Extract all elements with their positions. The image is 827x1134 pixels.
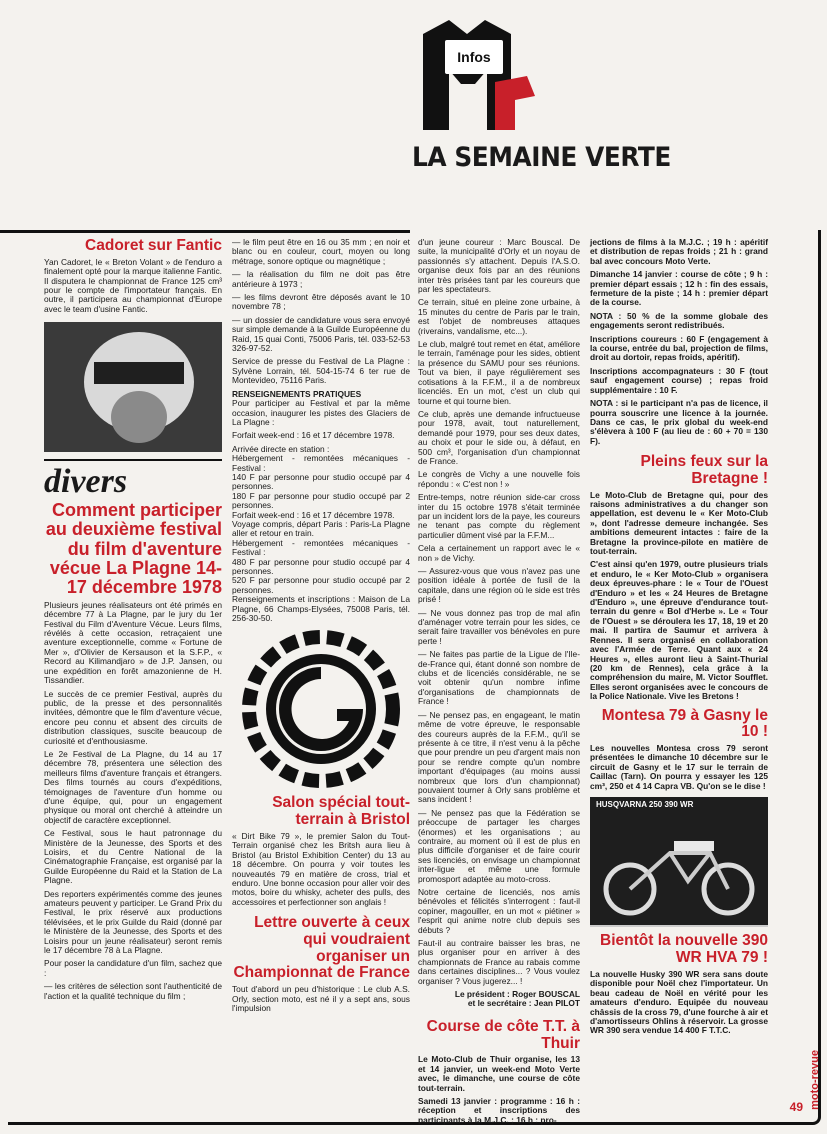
festival-p2: Le succès de ce premier Festival, auprès du public, de la presse et des personnalités invitées, démontre que le film d'aventure vécue, encore peu connu et absent des circuits de distribution classiques, suscite beaucoup de curiosité et d'enthousiasme.	[44, 688, 222, 746]
festival-c2-p2: — la réalisation du film ne doit pas être antérieure à 1973 ;	[232, 269, 410, 289]
festival-c2-p17: 520 F par personne pour studio occupé par 2 personnes.	[232, 575, 410, 595]
headline-cote: Course de côte T.T. à Thuir	[426, 1017, 580, 1052]
lettre-p1: d'un jeune coureur : Marc Bouscal. De suite, la municipalité d'Orly et un noyau de passionnés s'y attachent. Depuis l'A.S.O. organise deux fois par an des réunions inter très prisées tant par les coureurs que par les spectateurs.	[418, 237, 580, 295]
lettre-p12: — Ne pensez pas que la Fédération se préoccupe de partager les charges (énormes) et les organisations ; au contraire, au moment où il est de plus en plus difficile d'organiser et de faire courir ses licenciés, on envisage un championnat inter-ligue et même une formule promosport adaptée au moto-cross.	[418, 807, 580, 884]
headline-pleins-feux: Pleins feux sur la Bretagne !	[640, 453, 768, 487]
cote-c4-p3: NOTA : 50 % de la somme globale des engagements seront redistribués.	[590, 310, 768, 331]
lettre-p2: Ce terrain, situé en pleine zone urbaine, à 15 minutes du centre de Paris par le train, est l'objet de nombreuses attaques (riverains, vandalisme, etc...).	[418, 297, 580, 336]
cote-c4-p5: Inscriptions accompagnateurs : 30 F (tout sauf engagement course) ; repas froid supplémentaire : 10 F.	[590, 365, 768, 395]
column-1	[44, 238, 222, 1005]
pleins-p2: C'est ainsi qu'en 1979, outre plusieurs trials et enduro, le « Ker Moto-Club » organisera deux épreuves-phare : le « Tour de l'Ouest d'Enduro » et les « 24 Heures de Bretagne d'Enduro », une épreuve d'endurance tout-terrain du genre « Bol d'Herbe ». Le « Tour de l'Ouest » se déroulera les 17, 18, 19 et 20 mai. Il partira de Saumur et arrivera à Rennes. Il sera organisé en collaboration avec l'Armée de Terre. Quant aux « 24 Heures », elles auront lieu à Saint-Thurial (20 km de Rennes), cela grâce à la compréhension du maire, M. Victor Soufflet. Elles seront organisées avec le concours de la Police Nationale. Vive les Bretons !	[590, 559, 768, 702]
rider-photo	[44, 322, 222, 452]
headline-salon: Salon spécial tout-terrain à Bristol	[272, 794, 410, 829]
festival-c2-p12: 180 F par personne pour studio occupé par 2 personnes.	[232, 490, 410, 511]
festival-c2-p11: 140 F par personne pour studio occupé par 4 personnes.	[232, 471, 410, 492]
lettre-text: Tout d'abord un peu d'historique : Le club A.S. Orly, section moto, est né il y a sept ans, sous l'impulsion	[232, 984, 410, 1013]
montesa-text: Les nouvelles Montesa cross 79 seront présentées le dimanche 10 décembre sur le circuit de Gasny et le 17 sur le terrain de Caillac (Tarn). On pourra y essayer les 125 cm³, 250 et 4 14 Capra VB. Qu'on se le dise !	[590, 743, 768, 791]
film-reel-gear-graphic	[241, 629, 401, 789]
festival-c2-p1: — le film peut être en 16 ou 35 mm ; en noir et blanc ou en couleur, court, moyen ou long métrage, sonore optique ou magnétique ;	[232, 237, 410, 266]
lettre-p14: Faut-il au contraire baisser les bras, ne plus organiser pour en arriver à des championnats de France au rabais comme dans certaines disciplines... ? Vous voulez organiser ? Vous jugerez... !	[418, 938, 580, 986]
magazine-name: moto-revue	[809, 1050, 821, 1110]
festival-p4: Ce Festival, sous le haut patronnage du Ministère de la Jeunesse, des Sports et des Loisirs, et du Centre National de la Cinématographie Française, est organisé par la Guilde Européenne du Raid et la Station de La Plagne.	[44, 828, 222, 886]
lettre-p11: — Ne pensez pas, en engageant, le matin même de votre épreuve, le responsable des coureurs auprès de la F.F.M., qu'il se présente à ce titre, il n'est venu à la pêche que pour prendre un peu d'argent mais non pour se rendre compte qu'un nombre important d'équipages (au moins aussi nombreux que lors d'un championnat) pouvaient tourner à Orly sans problème et sans incident !	[418, 709, 580, 805]
lettre-p6: Entre-temps, notre réunion side-car cross inter du 15 octobre 1978 s'était terminée par un incident lors de la paye, les coureurs ne tenant pas compte du règlement particulier dûment visé par la F.F.M...	[418, 492, 581, 540]
signature-secretaire: et le secrétaire : Jean PILOT	[467, 998, 580, 1009]
lettre-p13: Notre certaine de licenciés, nos amis bénévoles et félicités s'interrogent : faut-il copiner, magouiller, en un mot « piétiner » l'esprit qui anime notre club depuis ses débuts ?	[418, 887, 580, 935]
festival-p3: Le 2e Festival de La Plagne, du 14 au 17 décembre 78, présentera une sélection des meilleurs films d'aventure français et étrangers. Des films tournés au cours d'expéditions, témoignages de l'aventure d'un homme ou d'une équipe, qui, pour un engagement physique ou moral ont cherché à atteindre un objectif de caractère exceptionnel.	[44, 748, 222, 825]
festival-c2-p8: Forfait week-end : 16 et 17 décembre 1978.	[232, 430, 395, 441]
headline-festival: Comment participer au deuxième festival du film d'aventure vécue La Plagne 14-17 décembre 1978	[45, 499, 222, 598]
motorcycle-photo	[590, 797, 768, 927]
festival-c2-p5: Service de presse du Festival de La Plagne : Sylvène Lorrain, tél. 504-15-74 6 ter rue de Montevideo, 75116 Paris.	[232, 356, 410, 386]
festival-c2-p4: — un dossier de candidature vous sera envoyé sur simple demande à la Guilde Européenne du Raid, 15 quai Conti, 75006 Paris, tél. 033-52-53 326-97-52.	[232, 314, 410, 354]
headline-husky: Bientôt la nouvelle 390 WR HVA 79 !	[600, 932, 768, 967]
cote-text: Le Moto-Club de Thuir organise, les 13 et 14 janvier, un week-end Moto Verte avec, le dimanche, une course de côte tout-terrain.	[418, 1054, 580, 1093]
column-2	[232, 238, 410, 1017]
mr-logo	[415, 12, 543, 140]
husky-text: La nouvelle Husky 390 WR sera sans doute disponible pour Noël chez l'importateur. Un beau cadeau de Noël en vérité pour les amateurs d'enduro. Equipée du nouveau châssis de la cross 79, d'une fourche à air et d'amortisseurs Ohlins à réservoir. La grosse WR 390 sera vendue 14 400 F T.T.C.	[590, 968, 768, 1036]
cote-c4-p2: Dimanche 14 janvier : course de côte ; 9 h : premier départ essais ; 12 h : fin des essais, fermeture de la piste ; 14 h : premier départ de la course.	[590, 269, 768, 308]
photo-caption: HUSQVARNA 250 390 WR	[596, 800, 694, 810]
salon-text: « Dirt Bike 79 », le premier Salon du Tout-Terrain organisé chez les Britsh aura lieu à Bristol (au Bristol Exhibition Center) du 13 au 18 décembre. On pourra y voir toutes les nouveautés 79 en matière de cross, trial et enduro. Une bonne occasion pour aller voir des motos, boire du whisky, acheter des pulls, des accessoires et perfectionner son anglais !	[232, 830, 410, 907]
festival-p5: Des reporters expérimentés comme des jeunes amateurs peuvent y participer. Le Grand Prix du Festival, le prix réservé aux productions télévisées, et le prix Guilde du Raid (donné par le Ministère de la Jeunesse, des Sports et des Loisirs pour un jeune réalisateur) seront remis le 17 décembre 78 à La Plagne.	[44, 888, 222, 956]
cote-programme: Samedi 13 janvier : programme : 16 h : réception et inscriptions des participants à la M.J.C. ; 16 h : pro-	[418, 1095, 580, 1125]
lettre-p8: — Assurez-vous que vous n'avez pas une position idéale à portée de fusil de la capitale, dans une région où le side est très prisé !	[418, 566, 580, 605]
festival-c2-p13: Forfait week-end : 16 et 17 décembre 1978.	[232, 509, 395, 520]
signature-president: Le président : Roger BOUSCAL	[454, 989, 580, 1000]
festival-c2-p10: Hébergement - remontées mécaniques - Festival :	[232, 453, 410, 473]
lettre-p4: Ce club, après une demande infructueuse pour 1978, avait, tout naturellement, demandé pour 1979, pour ses deux dates, au choix et pour le side ou, à défaut, en 500 cm³, l'organisation d'un championnat de France.	[418, 408, 580, 466]
festival-p1: Plusieurs jeunes réalisateurs ont été primés en décembre 77 à La Plagne, par le jury du 1er Festival du Film d'Aventure Vécue. Leurs films, révélés à cette occasion, retraçaient une aventure exceptionnelle, comme « Fortune de Mer », d'Olivier de Kersauson et la S.F.P., « Record au Kilimandjaro » de J.P. Jansen, ou une expédition en forêt amazonienne de H. Tissandier.	[44, 599, 222, 686]
festival-c2-p16: 480 F par personne pour studio occupé par 4 personnes.	[232, 556, 410, 576]
lettre-p5: Le congrès de Vichy a une nouvelle fois répondu : « C'est non ! »	[418, 469, 580, 489]
divers-heading: divers	[44, 459, 222, 501]
festival-c2-p18: Renseignements et inscriptions : Maison de La Plagne, 66 Champs-Elysées, 75008 Paris, tél. 256-30-50.	[232, 594, 410, 624]
festival-c2-p3: — les films devront être déposés avant le 10 novembre 78 ;	[232, 292, 410, 312]
page-number: 49	[789, 1100, 803, 1114]
cote-c4-p1: jections de films à la M.J.C. ; 19 h : apéritif et distribution de repas froids ; 21 h : grand bal avec concours Moto Verte.	[590, 237, 768, 266]
cote-c4-p6: NOTA : si le participant n'a pas de licence, il pourra souscrire une licence à la journée. Dans ce cas, le prix global du week-end s'élèvera à 100 F (au lieu de : 60 + 70 = 130 F).	[590, 398, 768, 446]
cote-c4-p4: Inscriptions coureurs : 60 F (engagement à la course, entrée du bal, projection de films, droit au dortoir, repas froids, apéritif).	[590, 333, 768, 363]
festival-c2-p14: Voyage compris, départ Paris : Paris-La Plagne aller et retour en train.	[232, 518, 410, 539]
lettre-p10: — Ne faites pas partie de la Ligue de l'Ile-de-France qui, étant donné son nombre de clubs et de licenciés considérable, ne se voit obtenir qu'un nombre infime d'organisations de championnats de France !	[418, 649, 580, 707]
headline-cadoret: Cadoret sur Fantic	[85, 237, 222, 254]
festival-p7: — les critères de sélection sont l'authenticité de l'action et la qualité technique du film ;	[44, 981, 222, 1001]
section-title: LA SEMAINE VERTE	[412, 142, 671, 173]
column-3	[418, 238, 580, 1129]
festival-p6: Pour poser la candidature d'un film, sachez que :	[44, 958, 222, 978]
festival-c2-p7: Pour participer au Festival et par la même occasion, inaugurer les pistes des Glaciers de La Plagne :	[232, 398, 410, 427]
lettre-p9: — Ne vous donnez pas trop de mal afin d'aménager votre terrain pour les sides, ce serait faire travailler vos bénévoles en pure perte !	[418, 607, 580, 646]
header-rule	[0, 230, 410, 233]
lettre-p3: Le club, malgré tout remet en état, améliore le terrain, l'aménage pour les sides, obtient la présence du SAMU pour ses réunions. Tout va bien, il paye régulièrement ses cotisations à la F.F.M., il a de nombreux licenciés. En un mot, c'est un club qui tourne et qui tourne bien.	[418, 339, 580, 406]
logo-text: Infos	[457, 49, 491, 65]
festival-c2-p9: Arrivée directe en station :	[232, 443, 330, 454]
renseignements-heading: RENSEIGNEMENTS PRATIQUES	[232, 388, 362, 399]
headline-lettre: Lettre ouverte à ceux qui voudraient organiser un Championnat de France	[233, 914, 410, 982]
headline-montesa: Montesa 79 à Gasny le 10 !	[601, 706, 768, 741]
cadoret-text: Yan Cadoret, le « Breton Volant » de l'enduro a finalement opté pour la marque italienne Fantic. Il disputera le championnat de France 125 cm³ pour le compte de l'importateur français. En outre, il participera au championnat d'Europe avec le team d'usine Fantic.	[44, 256, 222, 314]
lettre-p7: Cela a certainement un rapport avec le « non » de Vichy.	[418, 543, 580, 563]
pleins-p1: Le Moto-Club de Bretagne qui, pour des raisons administratives a du changer son appellation, est devenu le « Ker Moto-Club », dont l'adresse demeure inchangée. Ses ambitions demeurent intactes : faire de la Bretagne la province-pilote en matière de tout-terrain.	[590, 489, 768, 557]
festival-c2-p15: Hébergement - remontées mécaniques - Festival :	[232, 537, 410, 558]
column-4	[590, 238, 768, 1040]
